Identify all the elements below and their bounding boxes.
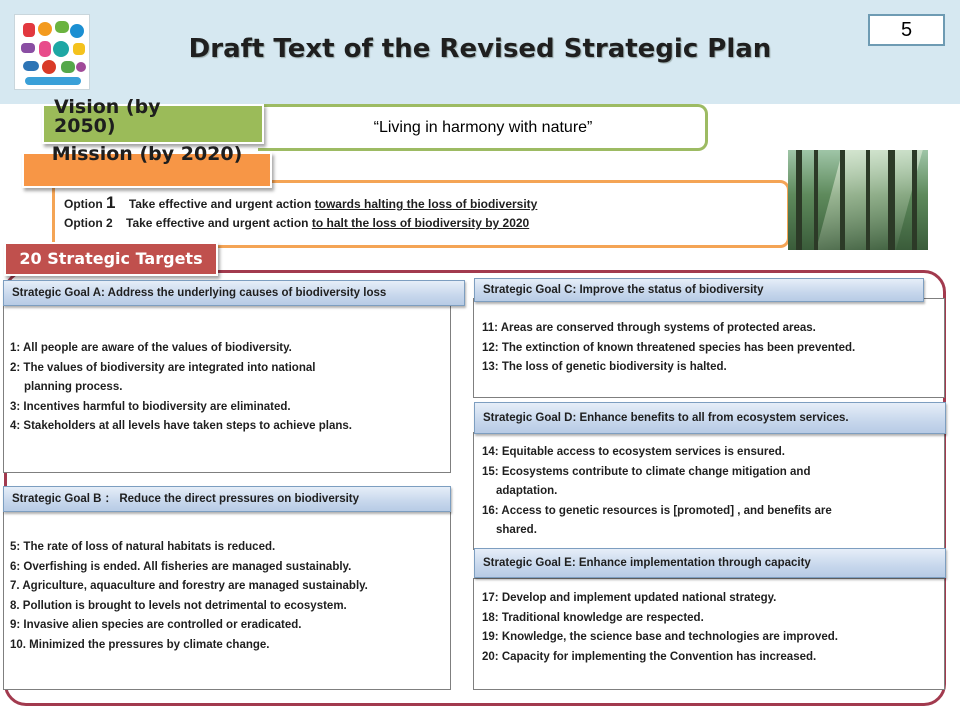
- target-item: 16: Access to genetic resources is [promoted] , and benefits are: [482, 504, 832, 517]
- goal-b-header: Strategic Goal B ： Reduce the direct pressures on biodiversity: [3, 486, 451, 512]
- tree-trunk: [888, 150, 895, 250]
- target-item: 19: Knowledge, the science base and technologies are improved.: [482, 631, 838, 643]
- target-item: 18: Traditional knowledge are respected.: [482, 611, 704, 624]
- goal-e-header: Strategic Goal E: Enhance implementation through capacity: [474, 548, 946, 578]
- target-item: 7. Agriculture, aquaculture and forestry are managed sustainably.: [10, 580, 368, 592]
- tree-trunk: [814, 150, 818, 250]
- vision-box: [258, 104, 708, 151]
- target-item: 17: Develop and implement updated national strategy.: [482, 592, 777, 604]
- target-item: 2: The values of biodiversity are integrated into national: [10, 361, 316, 374]
- goal-d-list: [482, 443, 832, 541]
- animals-logo-icon: [15, 15, 91, 91]
- target-item: 6: Overfishing is ended. All fisheries are managed sustainably.: [10, 560, 352, 573]
- goal-b-list: [10, 538, 368, 655]
- target-item: 10. Minimized the pressures by climate change.: [10, 638, 270, 651]
- option-1-number: 1: [106, 193, 116, 212]
- goal-a-header: Strategic Goal A: Address the underlying causes of biodiversity loss: [3, 280, 465, 306]
- mission-label-text: Mission (by 2020): [51, 143, 243, 165]
- tree-trunk: [912, 150, 917, 250]
- target-item: 14: Equitable access to ecosystem services is ensured.: [482, 446, 785, 458]
- target-item: 11: Areas are conserved through systems of protected areas.: [482, 322, 816, 334]
- target-item: 9: Invasive alien species are controlled or eradicated.: [10, 619, 302, 631]
- target-item: 5: The rate of loss of natural habitats is reduced.: [10, 541, 276, 553]
- target-item: 1: All people are aware of the values of biodiversity.: [10, 342, 292, 354]
- tree-trunk: [840, 150, 845, 250]
- target-item: 20: Capacity for implementing the Convention has increased.: [482, 650, 817, 663]
- mission-option-2: [64, 216, 529, 230]
- vision-text: “Living in harmony with nature”: [373, 119, 593, 136]
- target-item: 15: Ecosystems contribute to climate change mitigation and: [482, 465, 811, 478]
- cbd-logo: [14, 14, 90, 90]
- page-title: Draft Text of the Revised Strategic Plan: [188, 34, 772, 64]
- option-2-text: Take effective and urgent action: [126, 216, 312, 230]
- goal-a-list: [10, 339, 352, 437]
- target-item: 3: Incentives harmful to biodiversity are eliminated.: [10, 400, 291, 413]
- option-1-label: Option: [64, 197, 103, 211]
- goal-d-header: Strategic Goal D: Enhance benefits to all from ecosystem services.: [474, 402, 946, 434]
- option-2-underlined: to halt the loss of biodiversity by 2020: [311, 216, 530, 230]
- tree-trunk: [866, 150, 870, 250]
- target-item: shared.: [496, 524, 537, 536]
- forest-photo: [788, 150, 928, 250]
- target-item: adaptation.: [496, 485, 558, 497]
- mission-option-1: [64, 193, 537, 213]
- targets-label: 20 Strategic Targets: [4, 242, 218, 276]
- goal-c-header: Strategic Goal C: Improve the status of biodiversity: [474, 278, 924, 302]
- goal-c-list: [482, 319, 855, 378]
- option-1-underlined: towards halting the loss of biodiversity: [314, 197, 538, 211]
- target-item: 8. Pollution is brought to levels not detrimental to ecosystem.: [10, 599, 347, 612]
- page-number: 5: [868, 14, 945, 46]
- target-item: 12: The extinction of known threatened species has been prevented.: [482, 341, 856, 354]
- goal-e-list: [482, 589, 838, 667]
- option-2-label: Option 2: [64, 216, 113, 230]
- mission-label: [22, 143, 272, 188]
- mission-box: [52, 180, 790, 248]
- vision-label-text: Vision (by 2050): [54, 96, 161, 137]
- tree-trunk: [796, 150, 802, 250]
- target-item: 4: Stakeholders at all levels have taken steps to achieve plans.: [10, 420, 352, 432]
- target-item: planning process.: [24, 381, 123, 393]
- vision-label: [42, 96, 264, 144]
- option-1-text: Take effective and urgent action: [128, 197, 315, 211]
- target-item: 13: The loss of genetic biodiversity is halted.: [482, 361, 727, 373]
